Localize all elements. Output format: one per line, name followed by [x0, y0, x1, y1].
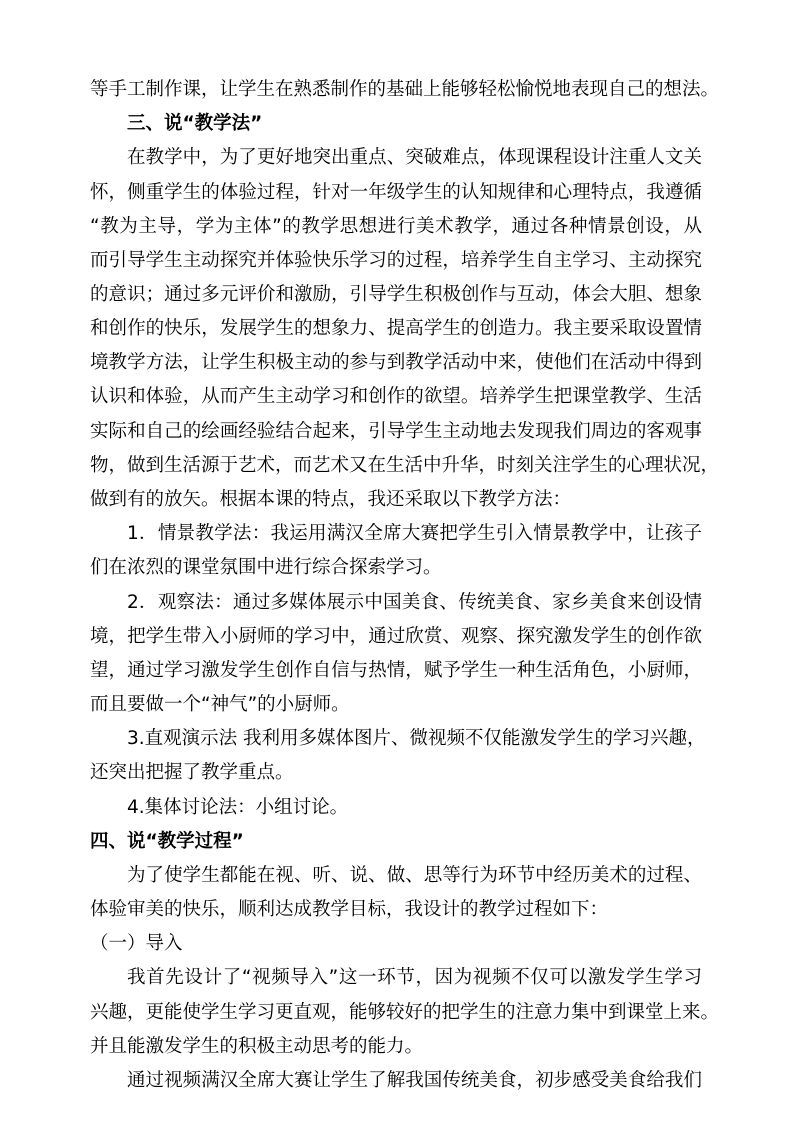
section-heading-teaching-method: 三、说“教学法” — [127, 113, 263, 134]
paragraph-line: 通过视频满汉全席大赛让学生了解我国传统美食，初步感受美食给我们 — [127, 1070, 702, 1091]
list-item-3: 3.直观演示法 我利用多媒体图片、微视频不仅能激发学生的学习兴趣， — [127, 728, 706, 749]
list-item-4: 4.集体讨论法：小组讨论。 — [127, 797, 349, 818]
paragraph-line: 做到有的放矢。根据本课的特点，我还采取以下教学方法： — [90, 489, 572, 510]
paragraph-line: “教为主导，学为主体”的教学思想进行美术教学，通过各种情景创设，从 — [90, 216, 702, 237]
paragraph-line: 们在浓烈的课堂氛围中进行综合探索学习。 — [90, 557, 442, 578]
paragraph-line: 物，做到生活源于艺术，而艺术又在生活中升华，时刻关注学生的心理状况， — [90, 455, 720, 476]
list-item-1: 1．情景教学法：我运用满汉全席大赛把学生引入情景教学中，让孩子 — [127, 523, 702, 544]
paragraph-line: 望，通过学习激发学生创作自信与热情，赋予学生一种生活角色，小厨师， — [90, 660, 702, 681]
paragraph-line: 等手工制作课，让学生在熟悉制作的基础上能够轻松愉悦地表现自己的想法。 — [90, 79, 720, 100]
paragraph-line: 和创作的快乐，发展学生的想象力、提高学生的创造力。我主要采取设置情 — [90, 318, 702, 339]
paragraph-line: 而引导学生主动探究并体验快乐学习的过程，培养学生自主学习、主动探究 — [90, 250, 702, 271]
paragraph-line: 的意识；通过多元评价和激励，引导学生积极创作与互动，体会大胆、想象 — [90, 284, 702, 305]
paragraph-line: 还突出把握了教学重点。 — [90, 762, 294, 783]
subheading-introduction: （一）导入 — [90, 933, 183, 954]
paragraph-line: 而且要做一个“神气”的小厨师。 — [90, 694, 350, 715]
paragraph-line: 怀，侧重学生的体验过程，针对一年级学生的认知规律和心理特点，我遵循 — [90, 182, 702, 203]
paragraph-line: 认识和体验，从而产生主动学习和创作的欲望。培养学生把课堂教学、生活 — [90, 386, 702, 407]
paragraph-line: 在教学中，为了更好地突出重点、突破难点，体现课程设计注重人文关 — [127, 147, 702, 168]
paragraph-line: 境，把学生带入小厨师的学习中，通过欣赏、观察、探究激发学生的创作欲 — [90, 626, 702, 647]
paragraph-line: 实际和自己的绘画经验结合起来，引导学生主动地去发现我们周边的客观事 — [90, 421, 702, 442]
paragraph-line: 为了使学生都能在视、听、说、做、思等行为环节中经历美术的过程、 — [127, 865, 702, 886]
section-heading-teaching-process: 四、说“教学过程” — [90, 831, 244, 852]
paragraph-line: 并且能激发学生的积极主动思考的能力。 — [90, 1036, 424, 1057]
paragraph-line: 我首先设计了“视频导入”这一环节，因为视频不仅可以激发学生学习 — [127, 967, 702, 988]
paragraph-line: 兴趣，更能使学生学习更直观，能够较好的把学生的注意力集中到课堂上来。 — [90, 1002, 720, 1023]
paragraph-line: 境教学方法，让学生积极主动的参与到教学活动中来，使他们在活动中得到 — [90, 352, 702, 373]
paragraph-line: 体验审美的快乐，顺利达成教学目标，我设计的教学过程如下： — [90, 899, 609, 920]
list-item-2: 2．观察法：通过多媒体展示中国美食、传统美食、家乡美食来创设情 — [127, 592, 702, 613]
